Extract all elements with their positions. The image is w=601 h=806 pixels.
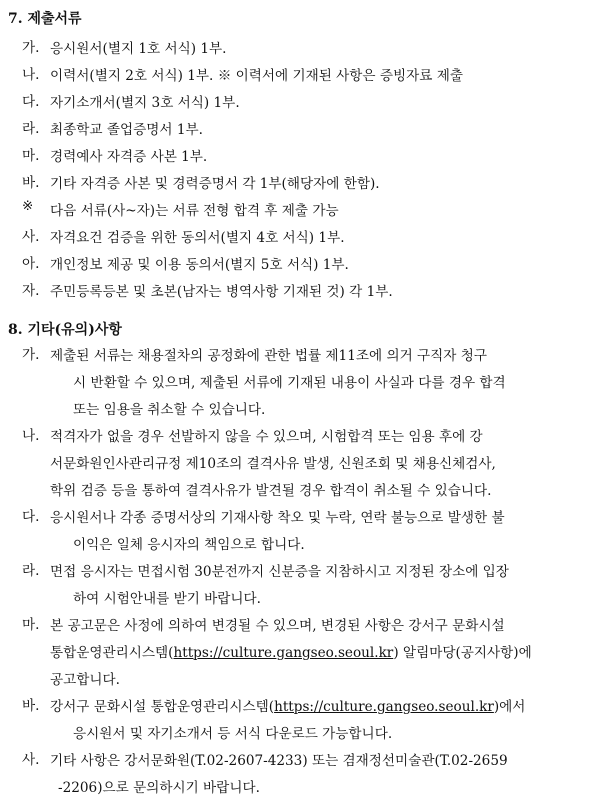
line-prefix: 강서구 문화시설 통합운영관리시스템( — [50, 699, 275, 715]
item-marker: 가. — [22, 40, 40, 56]
line-prefix: 통합운영관리시스템( — [50, 645, 174, 661]
item-line: 제출된 서류는 채용절차의 공정화에 관한 법률 제11조에 의거 구직자 청구 — [50, 348, 488, 364]
note-text: 다음 서류(사~자)는 서류 전형 합격 후 제출 가능 — [50, 203, 339, 219]
note-marker: ※ — [22, 198, 34, 214]
culture-system-link[interactable]: https://culture.gangseo.seoul.kr — [274, 699, 494, 715]
item-text: 개인정보 제공 및 이용 동의서(별지 5호 서식) 1부. — [50, 257, 349, 273]
item-line: 이익은 일체 응시자의 책임으로 합니다. — [73, 537, 305, 553]
item-line — [50, 640, 592, 667]
item-marker: 라. — [22, 563, 40, 579]
item-marker: 다. — [22, 94, 40, 110]
item-text: 최종학교 졸업증명서 1부. — [50, 122, 203, 138]
item-text: 응시원서(별지 1호 서식) 1부. — [50, 41, 227, 57]
item-text: 주민등록등본 및 초본(남자는 병역사항 기재된 것) 각 1부. — [50, 284, 393, 300]
item-marker: 바. — [22, 175, 40, 191]
item-line: 적격자가 없을 경우 선발하지 않을 수 있으며, 시험합격 또는 임용 후에 강 — [50, 429, 483, 445]
item-line: 면접 응시자는 면접시험 30분전까지 신분증을 지참하시고 지정된 장소에 입장 — [50, 564, 509, 580]
section-8-title: 8. 기타(유의)사항 — [8, 322, 122, 338]
item-line: 응시원서 및 자기소개서 등 서식 다운로드 가능합니다. — [73, 726, 393, 742]
item-marker: 라. — [22, 121, 40, 137]
item-line: 공고합니다. — [50, 672, 120, 688]
item-line: 하여 시험안내를 받기 바랍니다. — [73, 591, 261, 607]
item-marker: 사. — [22, 229, 40, 245]
item-text: 이력서(별지 2호 서식) 1부. ※ 이력서에 기재된 사항은 증빙자료 제출 — [50, 68, 463, 84]
item-marker: 마. — [22, 617, 40, 633]
item-text: 자기소개서(별지 3호 서식) 1부. — [50, 95, 240, 111]
item-line: -2206)으로 문의하시기 바랍니다. — [58, 780, 260, 796]
line-suffix: )에서 — [493, 699, 526, 715]
item-line: 시 반환할 수 있으며, 제출된 서류에 기재된 내용이 사실과 다를 경우 합격 — [73, 375, 506, 391]
item-marker: 아. — [22, 256, 40, 272]
item-marker: 바. — [22, 698, 40, 714]
item-marker: 나. — [22, 428, 40, 444]
item-marker: 나. — [22, 67, 40, 83]
item-line: 기타 사항은 강서문화원(T.02-2607-4233) 또는 겸재정선미술관(T.02-2659 — [50, 753, 508, 769]
culture-system-link[interactable]: https://culture.gangseo.seoul.kr — [173, 645, 394, 661]
item-line: 또는 임용을 취소할 수 있습니다. — [73, 402, 266, 418]
section-7-title: 7. 제출서류 — [8, 11, 82, 27]
item-text: 경력예사 자격증 사본 1부. — [50, 149, 208, 165]
item-marker: 자. — [22, 283, 40, 299]
item-marker: 다. — [22, 509, 40, 525]
item-marker: 가. — [22, 347, 40, 363]
item-line: 서문화원인사관리규정 제10조의 결격사유 발생, 신원조회 및 채용신체검사, — [50, 456, 496, 472]
item-line — [50, 694, 592, 721]
line-suffix: ) 알림마당(공지사항)에 — [393, 645, 532, 661]
item-line: 학위 검증 등을 통하여 결격사유가 발견될 경우 합격이 취소될 수 있습니다. — [50, 483, 492, 499]
item-text: 자격요건 검증을 위한 동의서(별지 4호 서식) 1부. — [50, 230, 345, 246]
item-marker: 마. — [22, 148, 40, 164]
item-marker: 사. — [22, 752, 40, 768]
item-line: 본 공고문은 사정에 의하여 변경될 수 있으며, 변경된 사항은 강서구 문화시설 — [50, 618, 505, 634]
item-text: 기타 자격증 사본 및 경력증명서 각 1부(해당자에 한함). — [50, 176, 380, 192]
item-line: 응시원서나 각종 증명서상의 기재사항 착오 및 누락, 연락 불능으로 발생한 불 — [50, 510, 505, 526]
